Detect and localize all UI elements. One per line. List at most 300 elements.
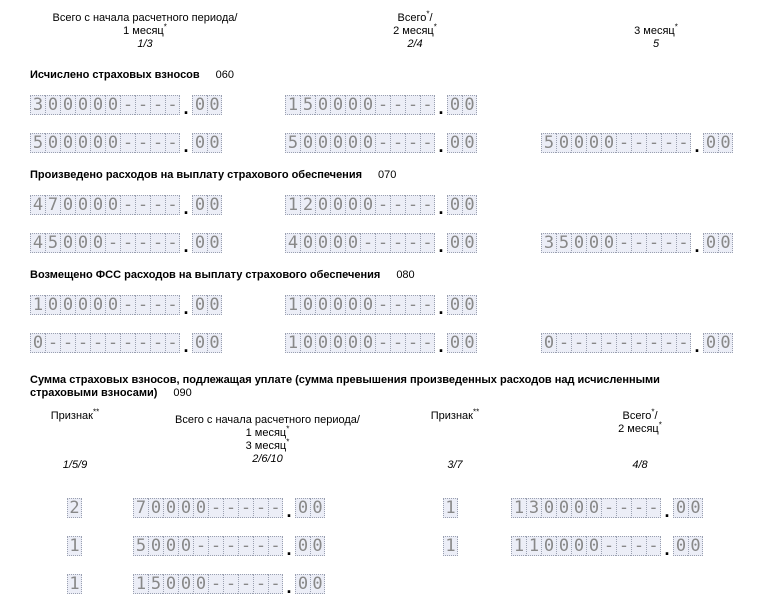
digit-cell: 5 [45, 233, 60, 253]
field-r080b-3[interactable] [541, 331, 733, 356]
digit-cell: 0 [60, 95, 75, 115]
digit-cell: 4 [285, 233, 300, 253]
digit-cell: - [45, 333, 60, 353]
digit-cell: - [238, 574, 253, 594]
digit-cell: - [150, 233, 165, 253]
digit-cell: 0 [447, 295, 462, 315]
decimal-point: . [183, 336, 189, 356]
amount-decimal-cells [447, 333, 477, 353]
sign-r090c-1[interactable] [67, 572, 82, 594]
field-r090b-sum[interactable] [133, 534, 325, 559]
digit-cell: 0 [688, 536, 703, 556]
digit-cell: 0 [462, 133, 477, 153]
digit-cell: 0 [673, 498, 688, 518]
field-r060b-2[interactable] [285, 131, 477, 156]
digit-cell: 3 [526, 498, 541, 518]
section-080-code: 080 [396, 269, 415, 281]
digit-cell: 1 [511, 498, 526, 518]
header-total2: Всего*/ 2 месяц* [618, 407, 662, 435]
header-col1-line2: 1 месяц [123, 25, 164, 37]
digit-cell: - [223, 536, 238, 556]
digit-cell: 0 [718, 133, 733, 153]
amount-decimal-cells [673, 536, 703, 556]
digit-cell: 1 [67, 574, 82, 594]
digit-cell: - [120, 195, 135, 215]
digit-cell: - [616, 536, 631, 556]
decimal-point: . [286, 539, 292, 559]
digit-cell: 0 [105, 133, 120, 153]
section-070-title: Произведено расходов на выплату страхового обеспечения 070 [30, 169, 397, 181]
star-mark: * [433, 22, 437, 32]
sign-r090b-2[interactable] [443, 534, 458, 556]
digit-cell: - [571, 333, 586, 353]
digit-cell: 0 [673, 536, 688, 556]
digit-cell: 1 [443, 536, 458, 556]
digit-cell: 0 [45, 295, 60, 315]
amount-decimal-cells [447, 95, 477, 115]
digit-cell: - [390, 233, 405, 253]
digit-cell: - [120, 233, 135, 253]
digit-cell: 0 [90, 195, 105, 215]
section-080-title: Возмещено ФСС расходов на выплату страхового обеспечения 080 [30, 269, 415, 281]
digit-cell: 0 [571, 133, 586, 153]
digit-cell: 0 [360, 195, 375, 215]
decimal-point: . [438, 336, 444, 356]
decimal-point: . [183, 236, 189, 256]
amount-integer-cells [133, 498, 283, 518]
digit-cell: - [165, 233, 180, 253]
digit-cell: 0 [541, 498, 556, 518]
digit-cell: - [616, 133, 631, 153]
digit-cell: 0 [330, 333, 345, 353]
digit-cell: 0 [192, 133, 207, 153]
digit-cell: 0 [462, 195, 477, 215]
digit-cell: - [135, 233, 150, 253]
digit-cell: 0 [556, 498, 571, 518]
amount-decimal-cells [447, 133, 477, 153]
digit-cell: 5 [133, 536, 148, 556]
digit-cell: 0 [586, 133, 601, 153]
section-060-code: 060 [215, 69, 235, 81]
digit-cell: 0 [148, 498, 163, 518]
digit-cell: - [150, 195, 165, 215]
field-r090a-sum2[interactable] [511, 496, 703, 521]
field-r080b-2[interactable] [285, 331, 477, 356]
digit-cell: - [405, 333, 420, 353]
digit-cell: 0 [295, 536, 310, 556]
digit-cell: 0 [300, 295, 315, 315]
amount-integer-cells [511, 498, 661, 518]
field-r070b-2[interactable] [285, 231, 477, 256]
digit-cell: - [360, 233, 375, 253]
digit-cell: - [268, 536, 283, 556]
amount-decimal-cells [192, 95, 222, 115]
sign-r090a-1[interactable] [67, 496, 82, 518]
digit-cell: - [150, 95, 165, 115]
section-090-code: 090 [173, 387, 192, 399]
digit-cell: - [208, 574, 223, 594]
digit-cell: - [165, 133, 180, 153]
digit-cell: 0 [571, 536, 586, 556]
digit-cell: - [616, 498, 631, 518]
digit-cell: - [601, 333, 616, 353]
digit-cell: 0 [163, 574, 178, 594]
digit-cell: 0 [193, 574, 208, 594]
decimal-point: . [183, 136, 189, 156]
amount-integer-cells [30, 95, 180, 115]
digit-cell: - [375, 95, 390, 115]
digit-cell: 0 [315, 195, 330, 215]
digit-cell: - [120, 295, 135, 315]
digit-cell: - [646, 498, 661, 518]
digit-cell: - [90, 333, 105, 353]
digit-cell: - [135, 295, 150, 315]
amount-decimal-cells [295, 536, 325, 556]
digit-cell: - [135, 195, 150, 215]
digit-cell: 0 [207, 133, 222, 153]
field-r080b-1[interactable] [30, 331, 222, 356]
digit-cell: 0 [163, 536, 178, 556]
digit-cell: 0 [360, 333, 375, 353]
star-mark: * [674, 22, 678, 32]
decimal-point: . [664, 501, 670, 521]
digit-cell: 0 [300, 133, 315, 153]
digit-cell: - [631, 536, 646, 556]
digit-cell: 0 [360, 133, 375, 153]
digit-cell: 0 [45, 133, 60, 153]
amount-decimal-cells [673, 498, 703, 518]
decimal-point: . [438, 236, 444, 256]
digit-cell: 2 [300, 195, 315, 215]
digit-cell: 0 [315, 95, 330, 115]
digit-cell: - [676, 233, 691, 253]
field-r090b-sum2[interactable] [511, 534, 703, 559]
digit-cell: - [150, 333, 165, 353]
digit-cell: - [601, 536, 616, 556]
header-col3 [596, 22, 716, 51]
digit-cell: 0 [447, 233, 462, 253]
digit-cell: 0 [192, 333, 207, 353]
digit-cell: 0 [330, 233, 345, 253]
digit-cell: 0 [75, 95, 90, 115]
digit-cell: - [631, 133, 646, 153]
digit-cell: - [405, 133, 420, 153]
digit-cell: 0 [315, 133, 330, 153]
amount-integer-cells [30, 333, 180, 353]
digit-cell: - [60, 333, 75, 353]
header-col2-line2: 2 месяц [393, 25, 434, 37]
field-r080a-1[interactable] [30, 293, 222, 318]
header-col2-line1: Всего [397, 12, 427, 24]
amount-integer-cells [30, 133, 180, 153]
amount-integer-cells [541, 233, 691, 253]
digit-cell: 0 [178, 574, 193, 594]
digit-cell: 0 [300, 333, 315, 353]
digit-cell: - [165, 295, 180, 315]
digit-cell: - [586, 333, 601, 353]
digit-cell: - [120, 95, 135, 115]
digit-cell: - [208, 498, 223, 518]
digit-cell: - [120, 333, 135, 353]
digit-cell: - [405, 233, 420, 253]
digit-cell: 0 [330, 95, 345, 115]
digit-cell: 0 [178, 536, 193, 556]
decimal-point: . [286, 577, 292, 597]
sign-cell [67, 498, 82, 518]
digit-cell: - [165, 333, 180, 353]
amount-integer-cells [285, 95, 435, 115]
digit-cell: 0 [300, 233, 315, 253]
amount-decimal-cells [447, 195, 477, 215]
digit-cell: 0 [315, 295, 330, 315]
digit-cell: 0 [571, 233, 586, 253]
digit-cell: 0 [345, 233, 360, 253]
digit-cell: 0 [330, 295, 345, 315]
field-r070b-1[interactable] [30, 231, 222, 256]
amount-integer-cells [133, 574, 283, 594]
digit-cell: - [268, 498, 283, 518]
amount-decimal-cells [192, 195, 222, 215]
digit-cell: - [390, 95, 405, 115]
amount-integer-cells [511, 536, 661, 556]
digit-cell: 0 [178, 498, 193, 518]
digit-cell: 0 [541, 333, 556, 353]
digit-cell: 0 [360, 295, 375, 315]
digit-cell: 0 [105, 95, 120, 115]
digit-cell: 0 [192, 195, 207, 215]
amount-integer-cells [30, 195, 180, 215]
header-priznak2-code: 3/7 [447, 459, 463, 471]
digit-cell: 0 [207, 233, 222, 253]
digit-cell: 0 [447, 133, 462, 153]
digit-cell: 1 [30, 295, 45, 315]
digit-cell: 4 [30, 233, 45, 253]
header-priznak1: Признак** [50, 407, 100, 422]
digit-cell: - [193, 536, 208, 556]
digit-cell: 0 [330, 133, 345, 153]
field-r090c-sum[interactable] [133, 572, 325, 597]
digit-cell: 0 [75, 233, 90, 253]
amount-decimal-cells [447, 295, 477, 315]
digit-cell: - [135, 333, 150, 353]
digit-cell: 1 [285, 295, 300, 315]
field-r060b-3[interactable] [541, 131, 733, 156]
field-r060a-2[interactable] [285, 93, 477, 118]
sign-cell [443, 498, 458, 518]
digit-cell: 0 [105, 295, 120, 315]
amount-decimal-cells [192, 295, 222, 315]
digit-cell: 0 [207, 95, 222, 115]
field-r070a-2[interactable] [285, 193, 477, 218]
digit-cell: - [120, 133, 135, 153]
digit-cell: 0 [90, 95, 105, 115]
digit-cell: - [420, 195, 435, 215]
amount-integer-cells [285, 233, 435, 253]
digit-cell: - [375, 295, 390, 315]
digit-cell: - [646, 333, 661, 353]
digit-cell: 0 [360, 95, 375, 115]
digit-cell: - [253, 498, 268, 518]
header-priznak1-code: 1/5/9 [62, 459, 88, 471]
digit-cell: 0 [30, 333, 45, 353]
digit-cell: 1 [285, 333, 300, 353]
amount-integer-cells [285, 295, 435, 315]
field-r080a-2[interactable] [285, 293, 477, 318]
digit-cell: 0 [541, 536, 556, 556]
digit-cell: 0 [60, 233, 75, 253]
field-r060a-1[interactable] [30, 93, 222, 118]
digit-cell: 0 [75, 295, 90, 315]
digit-cell: - [253, 536, 268, 556]
digit-cell: 4 [30, 195, 45, 215]
digit-cell: 0 [345, 195, 360, 215]
digit-cell: 0 [295, 574, 310, 594]
digit-cell: 3 [541, 233, 556, 253]
digit-cell: 0 [718, 333, 733, 353]
digit-cell: - [390, 333, 405, 353]
digit-cell: - [646, 233, 661, 253]
digit-cell: - [238, 498, 253, 518]
digit-cell: - [420, 133, 435, 153]
digit-cell: - [390, 295, 405, 315]
digit-cell: - [223, 574, 238, 594]
decimal-point: . [183, 298, 189, 318]
digit-cell: - [375, 333, 390, 353]
digit-cell: 5 [148, 574, 163, 594]
digit-cell: - [375, 233, 390, 253]
digit-cell: - [105, 333, 120, 353]
decimal-point: . [438, 98, 444, 118]
digit-cell: 5 [556, 233, 571, 253]
digit-cell: 0 [60, 295, 75, 315]
digit-cell: 0 [703, 333, 718, 353]
section-090-title: Сумма страховых взносов, подлежащая уплате (сумма превышения произведенных расходов над исчисленными страховыми взносами) 090 [30, 374, 660, 399]
digit-cell: - [631, 498, 646, 518]
digit-cell: 0 [601, 133, 616, 153]
digit-cell: 0 [310, 536, 325, 556]
field-r060b-1[interactable] [30, 131, 222, 156]
digit-cell: 0 [703, 233, 718, 253]
digit-cell: 0 [462, 295, 477, 315]
digit-cell: - [268, 574, 283, 594]
digit-cell: 0 [556, 133, 571, 153]
digit-cell: 0 [462, 233, 477, 253]
digit-cell: 0 [315, 233, 330, 253]
star-mark: * [163, 22, 167, 32]
header-col2 [355, 9, 475, 51]
digit-cell: - [661, 233, 676, 253]
digit-cell: - [420, 95, 435, 115]
digit-cell: - [405, 95, 420, 115]
sign-r090b-1[interactable] [67, 534, 82, 556]
decimal-point: . [286, 501, 292, 521]
amount-decimal-cells [295, 498, 325, 518]
decimal-point: . [694, 236, 700, 256]
digit-cell: 0 [310, 498, 325, 518]
digit-cell: - [375, 195, 390, 215]
digit-cell: 0 [163, 498, 178, 518]
digit-cell: 0 [556, 536, 571, 556]
digit-cell: - [661, 133, 676, 153]
digit-cell: 0 [571, 498, 586, 518]
digit-cell: - [165, 95, 180, 115]
digit-cell: 0 [447, 95, 462, 115]
digit-cell: - [420, 333, 435, 353]
sign-cell [67, 574, 82, 594]
digit-cell: - [661, 333, 676, 353]
digit-cell: 0 [345, 133, 360, 153]
field-r070a-1[interactable] [30, 193, 222, 218]
decimal-point: . [694, 336, 700, 356]
field-r070b-3[interactable] [541, 231, 733, 256]
amount-integer-cells [285, 195, 435, 215]
digit-cell: - [631, 333, 646, 353]
digit-cell: 5 [541, 133, 556, 153]
digit-cell: 0 [75, 133, 90, 153]
digit-cell: 0 [310, 574, 325, 594]
digit-cell: 1 [133, 574, 148, 594]
digit-cell: - [556, 333, 571, 353]
digit-cell: 0 [192, 95, 207, 115]
digit-cell: 5 [300, 95, 315, 115]
amount-integer-cells [285, 333, 435, 353]
digit-cell: 5 [30, 133, 45, 153]
digit-cell: 0 [345, 295, 360, 315]
decimal-point: . [183, 98, 189, 118]
digit-cell: 1 [67, 536, 82, 556]
digit-cell: - [616, 333, 631, 353]
digit-cell: - [631, 233, 646, 253]
header-total-code: 2/6/10 [252, 453, 283, 465]
digit-cell: 0 [90, 233, 105, 253]
digit-cell: 0 [447, 333, 462, 353]
header-total2-code: 4/8 [632, 459, 648, 471]
digit-cell: 0 [586, 233, 601, 253]
digit-cell: 0 [718, 233, 733, 253]
digit-cell: - [150, 295, 165, 315]
decimal-point: . [438, 136, 444, 156]
section-070-code: 070 [378, 169, 397, 181]
digit-cell: 3 [30, 95, 45, 115]
digit-cell: 0 [345, 333, 360, 353]
amount-decimal-cells [447, 233, 477, 253]
digit-cell: 0 [447, 195, 462, 215]
decimal-point: . [664, 539, 670, 559]
digit-cell: 0 [462, 333, 477, 353]
header-col2-line1-suffix: / [429, 12, 433, 24]
digit-cell: 0 [315, 333, 330, 353]
digit-cell: - [75, 333, 90, 353]
digit-cell: 0 [75, 195, 90, 215]
digit-cell: - [135, 95, 150, 115]
header-col3-code: 5 [652, 38, 660, 50]
decimal-point: . [438, 198, 444, 218]
field-r090a-sum[interactable] [133, 496, 325, 521]
digit-cell: - [646, 536, 661, 556]
digit-cell: 0 [207, 295, 222, 315]
header-total: Всего с начала расчетного периода/ 1 месяц* 3 месяц* 2/6/10 [145, 414, 390, 466]
header-col2-code: 2/4 [407, 38, 423, 50]
header-col1-line1: Всего с начала расчетного периода/ [52, 12, 238, 24]
sign-r090a-2[interactable] [443, 496, 458, 518]
decimal-point: . [438, 298, 444, 318]
digit-cell: 0 [192, 233, 207, 253]
digit-cell: 0 [295, 498, 310, 518]
amount-integer-cells [133, 536, 283, 556]
digit-cell: 7 [45, 195, 60, 215]
header-col3-line1: 3 месяц [634, 25, 675, 37]
digit-cell: - [601, 498, 616, 518]
